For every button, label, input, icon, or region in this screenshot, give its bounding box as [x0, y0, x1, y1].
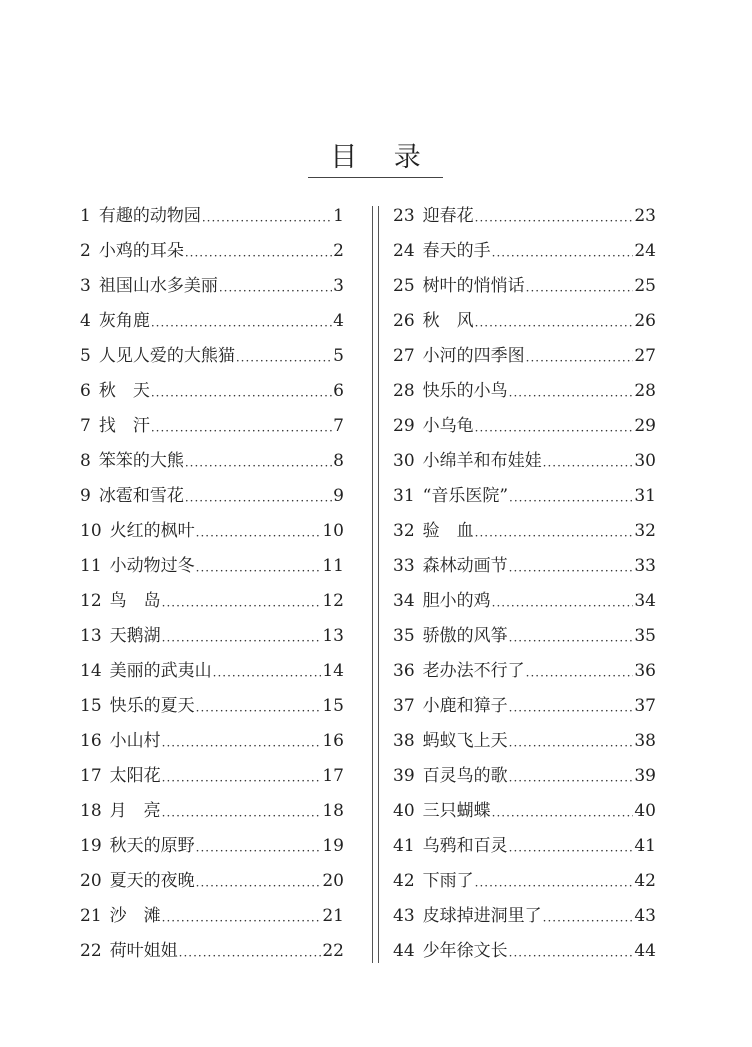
dot-leader	[526, 278, 634, 304]
entry-number: 29	[393, 416, 415, 436]
entry-page-number: 32	[634, 521, 656, 541]
dot-leader	[492, 243, 634, 269]
dot-leader	[492, 803, 634, 829]
dot-leader	[151, 313, 332, 339]
entry-title: 森林动画节	[422, 556, 508, 576]
dot-leader	[509, 628, 634, 654]
entry-page-number: 11	[322, 556, 344, 576]
toc-entry[interactable]	[393, 864, 656, 899]
toc-entry[interactable]	[393, 234, 656, 269]
entry-number: 6	[80, 381, 91, 401]
dot-leader	[492, 593, 634, 619]
toc-entry[interactable]	[80, 934, 344, 969]
dot-leader	[196, 523, 322, 549]
entry-title: 冰雹和雪花	[98, 486, 184, 506]
entry-number: 33	[393, 556, 415, 576]
entry-title: 火红的枫叶	[109, 521, 195, 541]
entry-number: 7	[80, 416, 91, 436]
entry-page-number: 36	[634, 661, 656, 681]
entry-title: 找 汗	[98, 416, 150, 436]
entry-page-number: 22	[322, 941, 344, 961]
entry-title: 乌鸦和百灵	[422, 836, 508, 856]
toc-entry[interactable]	[80, 374, 344, 409]
toc-entry[interactable]	[80, 794, 344, 829]
entry-title: 有趣的动物园	[98, 206, 201, 226]
entry-title: 小鹿和獐子	[422, 696, 508, 716]
entry-number: 40	[393, 801, 415, 821]
toc-heading	[308, 141, 443, 178]
entry-page-number: 38	[634, 731, 656, 751]
toc-entry[interactable]	[393, 794, 656, 829]
toc-entry[interactable]	[80, 759, 344, 794]
dot-leader	[162, 733, 322, 759]
toc-entry[interactable]	[393, 654, 656, 689]
entry-number: 13	[80, 626, 102, 646]
entry-page-number: 18	[322, 801, 344, 821]
entry-page-number: 41	[634, 836, 656, 856]
entry-page-number: 6	[333, 381, 344, 401]
toc-entry[interactable]	[393, 199, 656, 234]
entry-page-number: 1	[333, 206, 344, 226]
toc-entry[interactable]	[80, 549, 344, 584]
toc-entry[interactable]	[393, 479, 656, 514]
entry-page-number: 37	[634, 696, 656, 716]
entry-title: 秋 风	[422, 311, 474, 331]
dot-leader	[509, 733, 634, 759]
entry-page-number: 4	[333, 311, 344, 331]
entry-page-number: 44	[634, 941, 656, 961]
entry-page-number: 9	[333, 486, 344, 506]
entry-page-number: 3	[333, 276, 344, 296]
dot-leader	[185, 488, 332, 514]
page-title: 目 录	[330, 142, 435, 173]
entry-title: 天鹅湖	[109, 626, 161, 646]
entry-number: 14	[80, 661, 102, 681]
dot-leader	[196, 838, 322, 864]
dot-leader	[162, 803, 322, 829]
entry-title: 快乐的小鸟	[422, 381, 508, 401]
toc-entry[interactable]	[393, 269, 656, 304]
entry-title: 秋 天	[98, 381, 150, 401]
toc-entry[interactable]	[80, 444, 344, 479]
entry-title: 小绵羊和布娃娃	[422, 451, 542, 471]
entry-page-number: 16	[322, 731, 344, 751]
dot-leader	[162, 768, 322, 794]
entry-page-number: 5	[333, 346, 344, 366]
entry-page-number: 26	[634, 311, 656, 331]
entry-number: 10	[80, 521, 102, 541]
entry-title: 快乐的夏天	[109, 696, 195, 716]
entry-page-number: 31	[634, 486, 656, 506]
entry-page-number: 27	[634, 346, 656, 366]
dot-leader	[526, 663, 634, 689]
entry-number: 24	[393, 241, 415, 261]
entry-number: 31	[393, 486, 415, 506]
toc-entry[interactable]	[80, 724, 344, 759]
entry-page-number: 7	[333, 416, 344, 436]
dot-leader	[543, 453, 634, 479]
toc-entry[interactable]	[80, 514, 344, 549]
entry-number: 3	[80, 276, 91, 296]
toc-entry[interactable]	[393, 619, 656, 654]
entry-page-number: 43	[634, 906, 656, 926]
toc-entry[interactable]	[80, 479, 344, 514]
entry-page-number: 12	[322, 591, 344, 611]
entry-title: 小乌龟	[422, 416, 474, 436]
dot-leader	[509, 383, 634, 409]
entry-title: 夏天的夜晚	[109, 871, 195, 891]
dot-leader	[162, 908, 322, 934]
entry-number: 35	[393, 626, 415, 646]
entry-title: 蚂蚁飞上天	[422, 731, 508, 751]
toc-entry[interactable]	[393, 304, 656, 339]
entry-page-number: 17	[322, 766, 344, 786]
entry-title: 下雨了	[422, 871, 474, 891]
dot-leader	[475, 523, 634, 549]
entry-title: 祖国山水多美丽	[98, 276, 218, 296]
entry-title: 三只蝴蝶	[422, 801, 491, 821]
dot-leader	[179, 943, 322, 969]
entry-title: 荷叶姐姐	[109, 941, 178, 961]
entry-number: 32	[393, 521, 415, 541]
toc-entry[interactable]	[80, 234, 344, 269]
toc-entry[interactable]	[80, 584, 344, 619]
dot-leader	[196, 698, 322, 724]
dot-leader	[509, 488, 633, 514]
entry-title: 小河的四季图	[422, 346, 525, 366]
toc-entry[interactable]	[393, 899, 656, 934]
entry-page-number: 19	[322, 836, 344, 856]
toc-entry[interactable]	[80, 899, 344, 934]
entry-number: 5	[80, 346, 91, 366]
entry-number: 38	[393, 731, 415, 751]
dot-leader	[162, 628, 322, 654]
entry-title: 沙 滩	[109, 906, 161, 926]
dot-leader	[196, 873, 322, 899]
dot-leader	[509, 943, 634, 969]
entry-number: 17	[80, 766, 102, 786]
dot-leader	[475, 313, 634, 339]
entry-page-number: 34	[634, 591, 656, 611]
entry-title: “音乐医院”	[422, 486, 509, 506]
entry-page-number: 23	[634, 206, 656, 226]
entry-number: 26	[393, 311, 415, 331]
toc-entry[interactable]	[80, 619, 344, 654]
toc-entry[interactable]	[393, 724, 656, 759]
toc-entry[interactable]	[80, 829, 344, 864]
dot-leader	[475, 873, 634, 899]
entry-number: 30	[393, 451, 415, 471]
toc-entry[interactable]	[80, 654, 344, 689]
entry-number: 1	[80, 206, 91, 226]
toc-entry[interactable]	[393, 584, 656, 619]
entry-title: 人见人爱的大熊猫	[98, 346, 235, 366]
entry-number: 2	[80, 241, 91, 261]
entry-page-number: 15	[322, 696, 344, 716]
toc-entry[interactable]	[393, 759, 656, 794]
entry-number: 39	[393, 766, 415, 786]
dot-leader	[236, 348, 332, 374]
entry-title: 笨笨的大熊	[98, 451, 184, 471]
toc-entry[interactable]	[393, 374, 656, 409]
entry-number: 43	[393, 906, 415, 926]
dot-leader	[219, 278, 332, 304]
entry-title: 验 血	[422, 521, 474, 541]
entry-title: 树叶的悄悄话	[422, 276, 525, 296]
toc-entry[interactable]	[80, 304, 344, 339]
toc-entry[interactable]	[80, 339, 344, 374]
toc-entry[interactable]	[393, 689, 656, 724]
entry-title: 老办法不行了	[422, 661, 525, 681]
entry-page-number: 42	[634, 871, 656, 891]
entry-page-number: 28	[634, 381, 656, 401]
entry-number: 41	[393, 836, 415, 856]
entry-title: 太阳花	[109, 766, 161, 786]
entry-title: 少年徐文长	[422, 941, 508, 961]
entry-title: 春天的手	[422, 241, 491, 261]
entry-title: 百灵鸟的歌	[422, 766, 508, 786]
entry-number: 8	[80, 451, 91, 471]
entry-page-number: 21	[322, 906, 344, 926]
entry-page-number: 20	[322, 871, 344, 891]
toc-entry[interactable]	[393, 444, 656, 479]
title-underline	[308, 177, 443, 178]
entry-number: 9	[80, 486, 91, 506]
entry-title: 小山村	[109, 731, 161, 751]
dot-leader	[509, 558, 634, 584]
entry-title: 灰角鹿	[98, 311, 150, 331]
entry-number: 28	[393, 381, 415, 401]
entry-title: 小动物过冬	[109, 556, 195, 576]
entry-title: 小鸡的耳朵	[98, 241, 184, 261]
entry-number: 23	[393, 206, 415, 226]
entry-title: 鸟 岛	[109, 591, 161, 611]
dot-leader	[151, 418, 332, 444]
entry-number: 12	[80, 591, 102, 611]
entry-number: 42	[393, 871, 415, 891]
entry-number: 18	[80, 801, 102, 821]
toc-entry[interactable]	[80, 269, 344, 304]
entry-number: 4	[80, 311, 91, 331]
toc-entry[interactable]	[393, 829, 656, 864]
entry-title: 迎春花	[422, 206, 474, 226]
toc-column-right	[393, 199, 656, 969]
toc-entry[interactable]	[80, 199, 344, 234]
dot-leader	[196, 558, 322, 584]
entry-number: 11	[80, 556, 102, 576]
dot-leader	[162, 593, 322, 619]
toc-entry[interactable]	[393, 934, 656, 969]
dot-leader	[151, 383, 332, 409]
entry-number: 20	[80, 871, 102, 891]
dot-leader	[185, 243, 332, 269]
dot-leader	[202, 208, 332, 234]
entry-page-number: 29	[634, 416, 656, 436]
entry-page-number: 39	[634, 766, 656, 786]
toc-entry[interactable]	[393, 549, 656, 584]
entry-page-number: 13	[322, 626, 344, 646]
dot-leader	[213, 663, 322, 689]
dot-leader	[509, 838, 634, 864]
entry-title: 胆小的鸡	[422, 591, 491, 611]
dot-leader	[509, 698, 634, 724]
dot-leader	[475, 208, 634, 234]
entry-title: 皮球掉进洞里了	[422, 906, 542, 926]
toc-entry[interactable]	[393, 514, 656, 549]
entry-page-number: 2	[333, 241, 344, 261]
entry-page-number: 10	[322, 521, 344, 541]
toc-entry[interactable]	[393, 409, 656, 444]
dot-leader	[526, 348, 634, 374]
dot-leader	[185, 453, 332, 479]
entry-number: 22	[80, 941, 102, 961]
toc-column-left	[80, 199, 344, 969]
entry-page-number: 40	[634, 801, 656, 821]
entry-number: 19	[80, 836, 102, 856]
dot-leader	[475, 418, 634, 444]
entry-page-number: 8	[333, 451, 344, 471]
entry-number: 15	[80, 696, 102, 716]
entry-page-number: 33	[634, 556, 656, 576]
entry-number: 25	[393, 276, 415, 296]
entry-number: 36	[393, 661, 415, 681]
entry-title: 美丽的武夷山	[109, 661, 212, 681]
entry-title: 骄傲的风筝	[422, 626, 508, 646]
toc-entry[interactable]	[80, 689, 344, 724]
dot-leader	[509, 768, 634, 794]
entry-page-number: 30	[634, 451, 656, 471]
entry-number: 21	[80, 906, 102, 926]
entry-page-number: 25	[634, 276, 656, 296]
entry-number: 37	[393, 696, 415, 716]
entry-number: 44	[393, 941, 415, 961]
toc-entry[interactable]	[393, 339, 656, 374]
entry-title: 月 亮	[109, 801, 161, 821]
toc-entry[interactable]	[80, 864, 344, 899]
entry-number: 34	[393, 591, 415, 611]
entry-page-number: 14	[322, 661, 344, 681]
column-divider	[372, 206, 379, 963]
dot-leader	[543, 908, 634, 934]
entry-page-number: 35	[634, 626, 656, 646]
entry-number: 16	[80, 731, 102, 751]
entry-title: 秋天的原野	[109, 836, 195, 856]
toc-entry[interactable]	[80, 409, 344, 444]
entry-number: 27	[393, 346, 415, 366]
entry-page-number: 24	[634, 241, 656, 261]
